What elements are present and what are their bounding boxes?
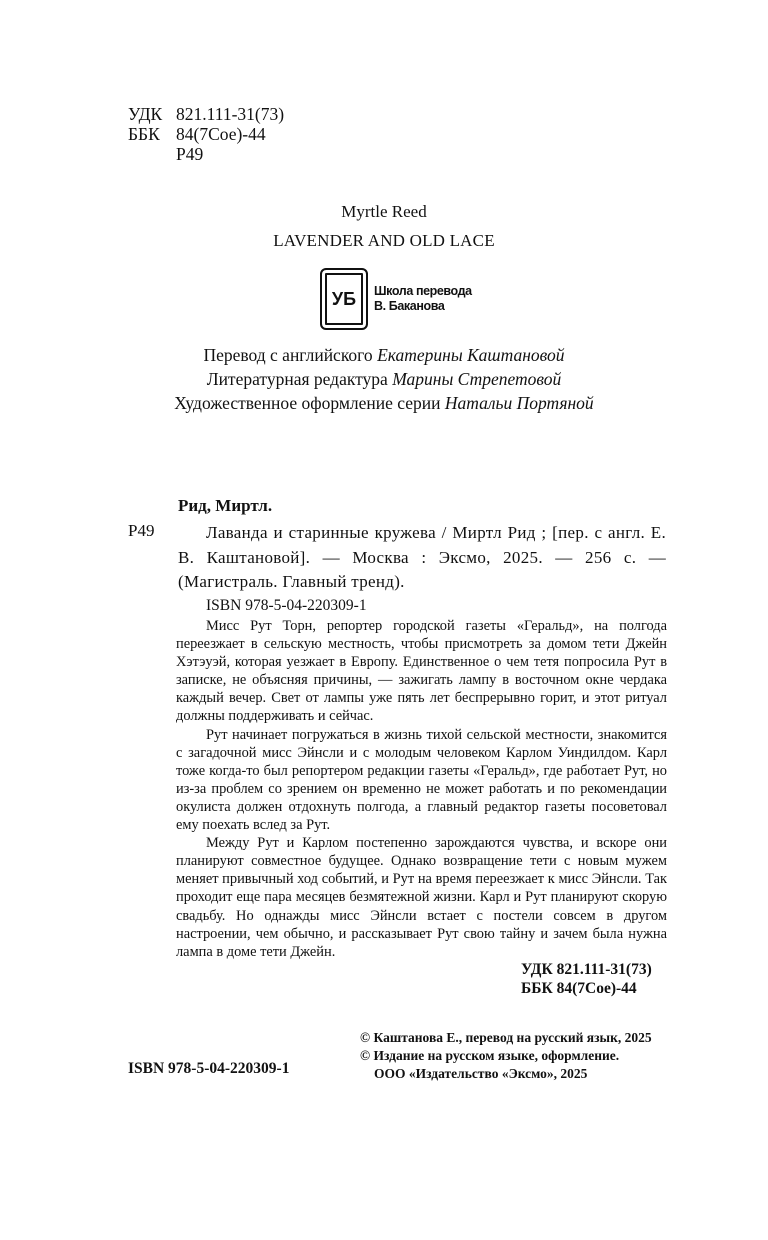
author-sign-row (128, 144, 284, 164)
credit-designer: Художественное оформление серии Натальи Портяной (174, 393, 594, 413)
credit-editor: Литературная редактура Марины Стрепетовой (206, 369, 562, 389)
logo-text (374, 284, 472, 314)
udc-label: УДК (128, 104, 163, 124)
bbk-row (128, 124, 284, 144)
annotation (176, 617, 667, 961)
classification-codes (128, 104, 284, 164)
author-sign-label (128, 144, 176, 164)
copyright-translation: © Каштанова Е., перевод на русский язык, 2025 (360, 1030, 652, 1045)
original-author: Myrtle Reed (341, 202, 427, 221)
credit-translator: Перевод с английского Екатерины Каштановой (203, 345, 565, 365)
classification-block (521, 960, 652, 998)
logo-line-2: В. Баканова (374, 299, 445, 313)
isbn-bottom: ISBN 978-5-04-220309-1 (128, 1060, 290, 1077)
udc-code: УДК 821.111-31(73) (521, 961, 652, 978)
copyright-publisher: ООО «Издательство «Эксмо», 2025 (374, 1066, 588, 1081)
credits (0, 343, 768, 415)
designer-name: Натальи Портяной (444, 393, 594, 413)
logo-line-1: Школа перевода (374, 284, 472, 298)
bbk-value: 84(7Сое)-44 (176, 124, 266, 144)
annotation-paragraph: Рут начинает погружаться в жизнь тихой сельской местности, знакомится с загадочной мисс Эйнсли и с молодым человеком Карлом Уиндилдом. Карл тоже когда-то был репортером редакции газеты «Геральд», где работает Рут, но из-за проблем со зрением он временно не может работать и по рекомендации окулиста должен отдохнуть полгода, а главный редактор газеты посоветовал ему поехать вслед за Рут. (176, 726, 667, 834)
bbk-code: ББК 84(7Сое)-44 (521, 980, 637, 997)
udc-value: 821.111-31(73) (176, 104, 285, 124)
annotation-paragraph: Мисс Рут Торн, репортер городской газеты «Геральд», на полгода переезжает в сельскую местность, чтобы присмотреть за домом тети Джейн Хэтэуэй, которая уезжает в Европу. Единственное о чем тетя попросила Рут в записке, не объясняя причины, — зажигать лампу в восточном окне чердака каждый вечер. Свет от лампы уже пять лет беспрерывно горит, и этот ритуал должны поддерживать и сейчас. (176, 618, 667, 725)
original-title: LAVENDER AND OLD LACE (273, 231, 495, 250)
publisher-logo (320, 267, 472, 331)
annotation-paragraph: Между Рут и Карлом постепенно зарождаются чувства, и вскоре они планируют совместное будущее. Однако возвращение тети с новым мужем меняет привычный ход событий, и Рут на время переезжает к мисс Эйнсли. Так проходит еще пара месяцев безмятежной жизни. Карл и Рут планируют скорую свадьбу. Но однажды мисс Эйнсли встает с постели совсем в другом настроении, чем обычно, и рассказывает Рут свою тайну и зачем была нужна лампа в доме тети Джейн. (176, 835, 667, 960)
biblio-heading: Рид, Миртл. (178, 496, 273, 515)
author-sign-value: Р49 (176, 144, 204, 164)
biblio-isbn: ISBN 978-5-04-220309-1 (206, 597, 367, 614)
biblio-entry: Лаванда и старинные кружева / Миртл Рид ; [пер. с англ. Е. В. Каштановой]. — Москва : Эксмо, 2025. — 256 с. — (Магистраль. Главный тренд). (178, 523, 666, 591)
translator-name: Екатерины Каштановой (377, 345, 565, 365)
copyright-edition: © Издание на русском языке, оформление. (360, 1048, 620, 1063)
bbk-label: ББК (128, 124, 160, 144)
copyright-block (360, 1029, 652, 1083)
udc-row (128, 104, 284, 124)
editor-name: Марины Стрепетовой (392, 369, 562, 389)
school-logo-icon: УБ (320, 268, 368, 330)
biblio-author-sign: Р49 (128, 521, 155, 540)
